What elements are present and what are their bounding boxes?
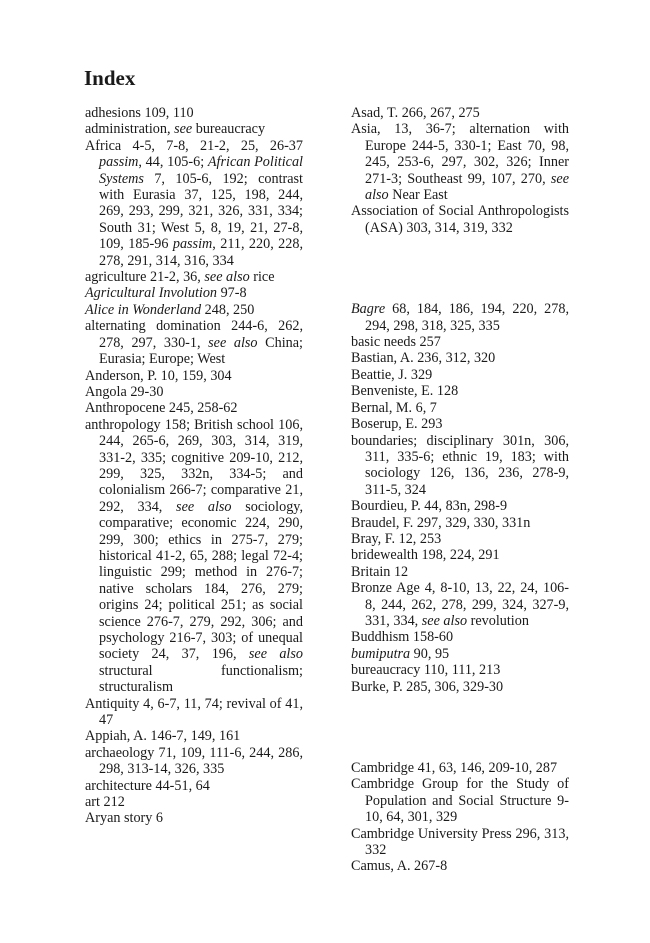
index-entry: agriculture 21-2, 36, see also rice bbox=[85, 269, 275, 286]
index-entry: Camus, A. 267-8 bbox=[351, 858, 448, 875]
index-entry: Association of Social Anthropologists (ASA) 303, 314, 319, 332 bbox=[351, 203, 569, 236]
index-entry: Bray, F. 12, 253 bbox=[351, 530, 442, 547]
section-gap-c bbox=[351, 695, 569, 760]
right-group-c bbox=[351, 760, 569, 875]
index-entry: architecture 44-51, 64 bbox=[85, 777, 210, 794]
index-entry: bureaucracy 110, 111, 213 bbox=[351, 662, 501, 679]
section-gap-b bbox=[351, 236, 569, 301]
left-column bbox=[85, 105, 303, 827]
index-entry: Bernal, M. 6, 7 bbox=[351, 399, 437, 416]
index-entry: Angola 29-30 bbox=[85, 383, 164, 400]
index-entry: Anthropocene 245, 258-62 bbox=[85, 400, 238, 417]
index-entry: alternating domination 244-6, 262, 278, 297, 330-1, see also China; Eurasia; Europe; West bbox=[85, 318, 303, 368]
index-entry: Boserup, E. 293 bbox=[351, 416, 443, 433]
index-entry: Africa 4-5, 7-8, 21-2, 25, 26-37 passim, 44, 105-6; African Political Systems 7, 105-6, 192; contrast with Eurasia 37, 125, 198, 244, 269, 293, 299, 321, 326, 331, 334; South 31; West 5, 8, 19, 21, 27-8, 109, 185-96 passim, 211, 220, 228, 278, 291, 314, 316, 334 bbox=[85, 137, 303, 269]
right-group-a bbox=[351, 105, 569, 236]
index-entry: Asia, 13, 36-7; alternation with Europe 244-5, 330-1; East 70, 98, 245, 253-6, 297, 302, 326; Inner 271-3; Southeast 99, 107, 270, see also Near East bbox=[351, 121, 569, 204]
index-entry: Asad, T. 266, 267, 275 bbox=[351, 105, 480, 121]
index-entry: Antiquity 4, 6-7, 11, 74; revival of 41, 47 bbox=[85, 695, 303, 729]
index-entry: Benveniste, E. 128 bbox=[351, 383, 459, 400]
index-entry: Anderson, P. 10, 159, 304 bbox=[85, 367, 232, 384]
index-entry: Alice in Wonderland 248, 250 bbox=[85, 301, 255, 318]
index-entry: Cambridge University Press 296, 313, 332 bbox=[351, 825, 569, 859]
index-entry: bumiputra 90, 95 bbox=[351, 645, 450, 662]
index-heading: Index bbox=[84, 66, 136, 90]
index-entry: Bagre 68, 184, 186, 194, 220, 278, 294, 298, 318, 325, 335 bbox=[351, 301, 569, 334]
index-entry: art 212 bbox=[85, 794, 125, 811]
index-entry: Burke, P. 285, 306, 329-30 bbox=[351, 678, 504, 695]
index-entry: Beattie, J. 329 bbox=[351, 366, 433, 383]
index-entry: Cambridge 41, 63, 146, 209-10, 287 bbox=[351, 760, 558, 776]
index-entry: archaeology 71, 109, 111-6, 244, 286, 298, 313-14, 326, 335 bbox=[85, 744, 303, 778]
index-entry: Appiah, A. 146-7, 149, 161 bbox=[85, 728, 241, 745]
right-column bbox=[351, 105, 569, 875]
index-entry: anthropology 158; British school 106, 244, 265-6, 269, 303, 314, 319, 331-2, 335; cognitive 209-10, 212, 299, 325, 332n, 334-5; and colonialism 266-7; comparative 21, 292, 334, see also sociology, comparative; economic 224, 290, 299, 300; ethics in 275-7, 279; historical 41-2, 65, 288; legal 72-4; linguistic 299; method in 276-7; native scholars 184, 276, 279; origins 24; political 251; as social science 276-7, 279, 292, 306; and psychology 216-7, 303; of unequal society 24, 37, 196, see also structural functionalism; structuralism bbox=[85, 416, 304, 696]
index-entry: adhesions 109, 110 bbox=[85, 105, 194, 121]
index-entry: Buddhism 158-60 bbox=[351, 629, 454, 646]
index-entry: boundaries; disciplinary 301n, 306, 311, 335-6; ethnic 19, 183; with sociology 126, 136, 236, 278-9, 311-5, 324 bbox=[351, 432, 569, 498]
index-entry: Britain 12 bbox=[351, 563, 409, 580]
index-entry: Bronze Age 4, 8-10, 13, 22, 24, 106-8, 244, 262, 278, 299, 324, 327-9, 331, 334, see also revolution bbox=[351, 580, 569, 629]
right-group-b bbox=[351, 301, 569, 695]
index-entry: Aryan story 6 bbox=[85, 810, 164, 827]
index-entry: Agricultural Involution 97-8 bbox=[85, 285, 247, 302]
index-entry: Bourdieu, P. 44, 83n, 298-9 bbox=[351, 498, 508, 515]
index-entry: Bastian, A. 236, 312, 320 bbox=[351, 350, 496, 367]
index-entry: administration, see bureaucracy bbox=[85, 121, 266, 138]
index-entry: Braudel, F. 297, 329, 330, 331n bbox=[351, 514, 531, 531]
index-entry: Cambridge Group for the Study of Population and Social Structure 9-10, 64, 301, 329 bbox=[351, 776, 569, 826]
index-entry: bridewealth 198, 224, 291 bbox=[351, 547, 500, 564]
index-entry: basic needs 257 bbox=[351, 334, 441, 351]
